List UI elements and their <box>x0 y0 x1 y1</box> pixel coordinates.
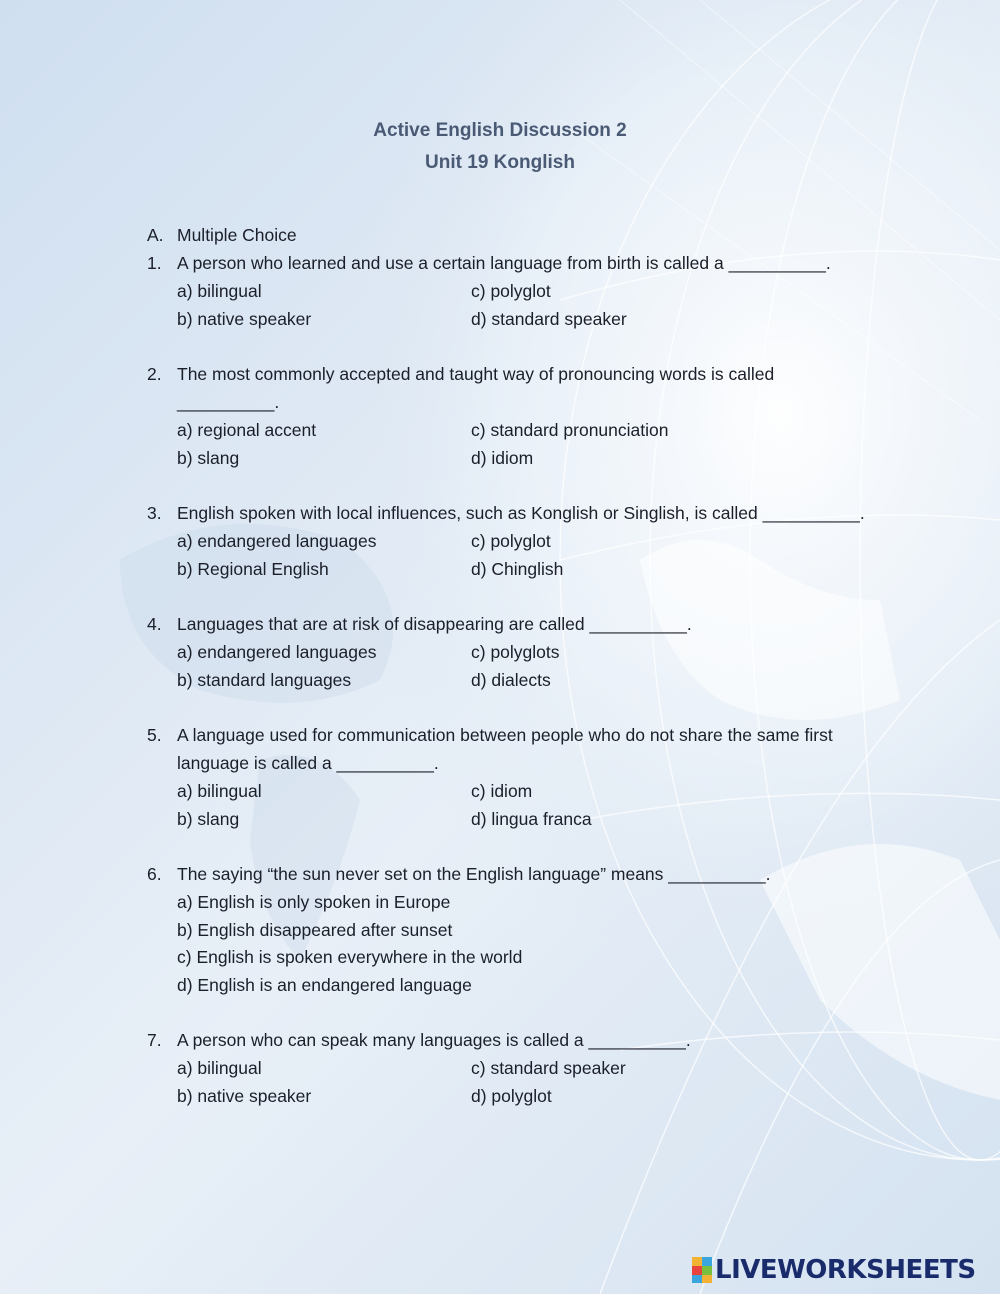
option-c[interactable]: c) polyglots <box>471 642 560 662</box>
option-b[interactable]: b) Regional English <box>177 559 329 579</box>
option-c[interactable]: c) standard pronunciation <box>471 420 669 440</box>
option-c[interactable]: c) English is spoken everywhere in the world <box>177 947 523 967</box>
option-a[interactable]: a) regional accent <box>177 420 317 440</box>
question-number: 4. <box>147 614 162 634</box>
option-c[interactable]: c) idiom <box>471 781 533 801</box>
option-a[interactable]: a) bilingual <box>177 781 262 801</box>
question-text: English spoken with local influences, such as Konglish or Singlish, is called __________. <box>177 503 865 523</box>
worksheet-title: Active English Discussion 2 <box>373 120 627 141</box>
section-letter: A. <box>147 225 164 245</box>
option-b[interactable]: b) native speaker <box>177 309 312 329</box>
question-text: A person who learned and use a certain language from birth is called a __________. <box>177 253 831 273</box>
question-text: A person who can speak many languages is called a __________. <box>177 1030 691 1050</box>
liveworksheets-brand-text: LIVEWORKSHEETS <box>715 1255 976 1285</box>
worksheet-subtitle: Unit 19 Konglish <box>425 152 575 173</box>
liveworksheets-logo-icon <box>692 1257 712 1283</box>
option-d[interactable]: d) lingua franca <box>471 809 592 829</box>
question-number: 2. <box>147 364 162 384</box>
option-b[interactable]: b) slang <box>177 448 240 468</box>
question-text: A language used for communication between people who do not share the same first <box>177 725 833 745</box>
question-text: The saying “the sun never set on the English language” means __________. <box>177 864 771 884</box>
option-a[interactable]: a) bilingual <box>177 281 262 301</box>
option-a[interactable]: a) endangered languages <box>177 531 377 551</box>
liveworksheets-logo <box>692 1255 976 1285</box>
section-label: Multiple Choice <box>177 225 297 245</box>
question-text: The most commonly accepted and taught way of pronouncing words is called <box>177 364 775 384</box>
option-c[interactable]: c) polyglot <box>471 531 551 551</box>
option-d[interactable]: d) English is an endangered language <box>177 975 472 995</box>
option-b[interactable]: b) English disappeared after sunset <box>177 920 453 940</box>
option-d[interactable]: d) Chinglish <box>471 559 564 579</box>
option-c[interactable]: c) standard speaker <box>471 1058 626 1078</box>
question-number: 6. <box>147 864 162 884</box>
option-b[interactable]: b) standard languages <box>177 670 352 690</box>
option-b[interactable]: b) native speaker <box>177 1086 312 1106</box>
option-b[interactable]: b) slang <box>177 809 240 829</box>
option-d[interactable]: d) polyglot <box>471 1086 552 1106</box>
option-d[interactable]: d) idiom <box>471 448 534 468</box>
option-c[interactable]: c) polyglot <box>471 281 551 301</box>
question-number: 1. <box>147 253 162 273</box>
question-number: 3. <box>147 503 162 523</box>
option-d[interactable]: d) standard speaker <box>471 309 627 329</box>
option-a[interactable]: a) endangered languages <box>177 642 377 662</box>
question-number: 7. <box>147 1030 162 1050</box>
question-number: 5. <box>147 725 162 745</box>
option-a[interactable]: a) bilingual <box>177 1058 262 1078</box>
question-text: Languages that are at risk of disappearing are called __________. <box>177 614 692 634</box>
option-a[interactable]: a) English is only spoken in Europe <box>177 892 451 912</box>
question-text-continued: __________. <box>177 392 280 412</box>
question-text-continued: language is called a __________. <box>177 753 439 773</box>
option-d[interactable]: d) dialects <box>471 670 551 690</box>
